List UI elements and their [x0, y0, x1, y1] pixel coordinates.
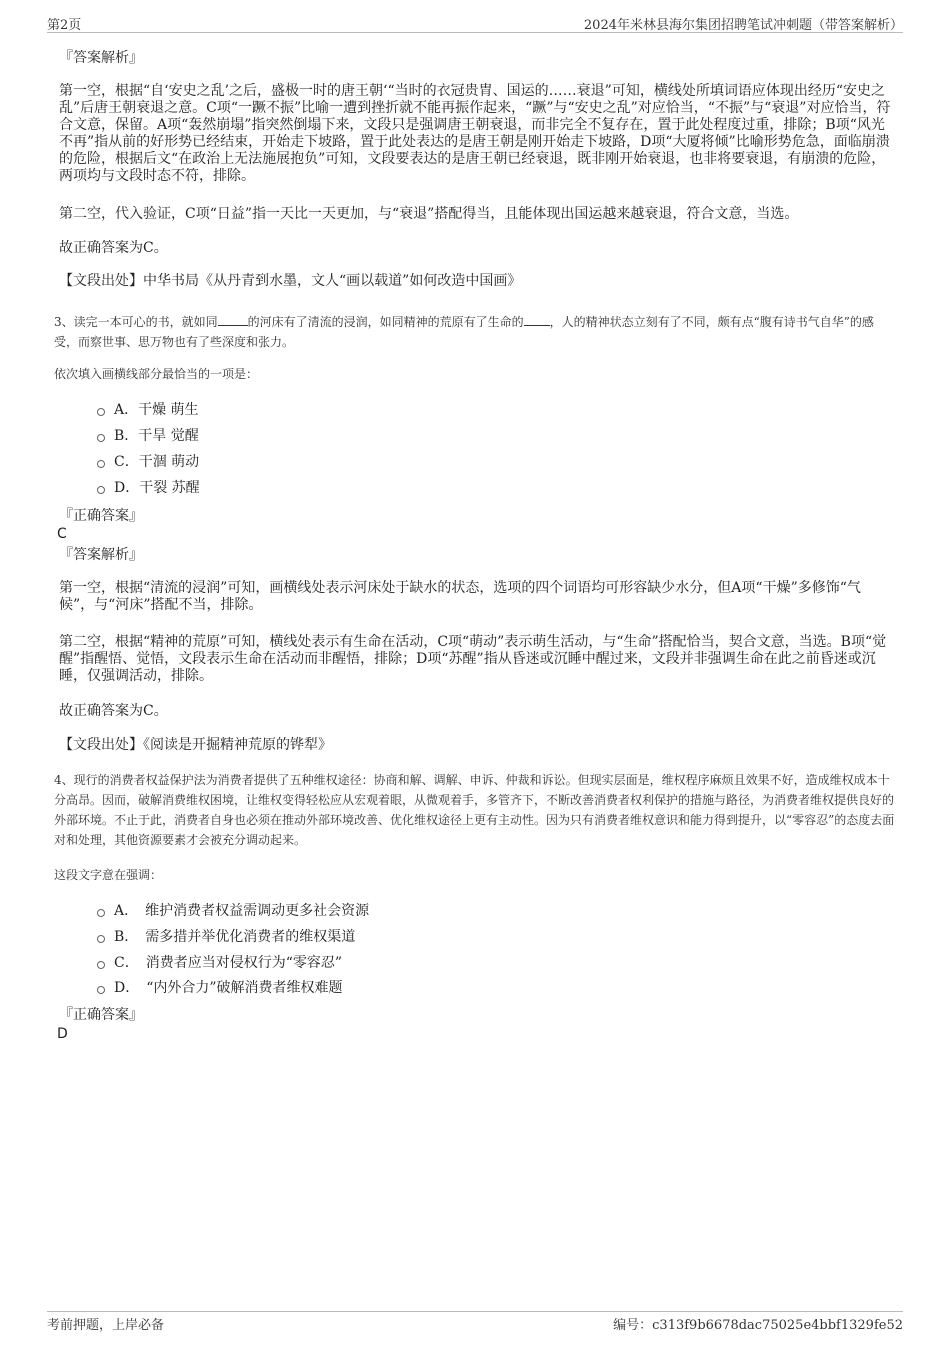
- radio-icon[interactable]: [97, 961, 105, 969]
- q3-stem-part3: ，人的精神状态立刻有了不同，颇有点“腹有诗书气自华”的感受，而察世事、思万物也有了些深度和张力。: [54, 315, 874, 349]
- q3-blank-2: [524, 314, 550, 326]
- page-header: [47, 14, 903, 32]
- radio-icon[interactable]: [97, 486, 105, 494]
- q3-answer: C: [57, 526, 67, 542]
- q2-source: 【文段出处】中华书局《从丹青到水墨，文人“画以载道”如何改造中国画》: [59, 273, 522, 289]
- q3-option-d[interactable]: D．干裂 苏醒: [97, 479, 200, 497]
- q3-prompt: 依次填入画横线部分最恰当的一项是：: [54, 367, 259, 381]
- q4-option-b[interactable]: B． 需多措并举优化消费者的维权渠道: [97, 928, 355, 946]
- q4-answer-label: 『正确答案』: [59, 1007, 143, 1023]
- q3-conclusion: 故正确答案为C。: [59, 703, 168, 719]
- footer-divider: [47, 1311, 903, 1312]
- q4-option-d[interactable]: D． “内外合力”破解消费者维权难题: [97, 979, 343, 997]
- radio-icon[interactable]: [97, 909, 105, 917]
- document-title: 2024年米林县海尔集团招聘笔试冲刺题（带答案解析）: [583, 18, 903, 33]
- q3-source: 【文段出处】《阅读是开掘精神荒原的铧犁》: [59, 737, 332, 753]
- q2-conclusion: 故正确答案为C。: [59, 240, 168, 256]
- q2-analysis-para2: 第二空，代入验证，C项“日益”指一天比一天更加，与“衰退”搭配得当，且能体现出国运越来越衰退，符合文意，当选。: [59, 206, 799, 222]
- radio-icon[interactable]: [97, 408, 105, 416]
- q3-option-b[interactable]: B．干旱 觉醒: [97, 427, 199, 445]
- q3-analysis-para1: 第一空，根据“清流的浸润”可知，画横线处表示河床处于缺水的状态，选项的四个词语均可形容缺少水分，但A项“干燥”多修饰“气候”，与“河床”搭配不当，排除。: [59, 580, 861, 613]
- q3-option-c[interactable]: C．干涸 萌动: [97, 453, 199, 471]
- q2-analysis-para1: 第一空，根据“自‘安史之乱’之后，盛极一时的唐王朝‘“当时的衣冠贵胄、国运的……衰退”可知，横线处所填词语应体现出经历“安史之乱”后唐王朝衰退之意。C项“一蹶不振”比喻一遭到挫折就不能再振作起来，“蹶”与“安史之乱”对应恰当，“不振”与“衰退”对应恰当，符合文意，保留。A项“轰然崩塌”指突然倒塌下来，文段只是强调唐王朝衰退，而非完全不复存在，置于此处程度过重，排除；B项“风光不再”指从前的好形势已经结束，开始走下坡路，置于此处表达的是唐王朝是刚开始走下坡路，D项“大厦将倾”比喻形势危急，面临崩溃的危险，根据后文“在政治上无法施展抱负”可知，文段要表达的是唐王朝已经衰退，既非刚开始衰退，也非将要衰退，有崩溃的危险，两项均与文段时态不符，排除。: [59, 83, 891, 184]
- q3-stem-part1: 3、读完一本可心的书，就如同: [54, 315, 218, 329]
- q3-stem: [54, 312, 896, 352]
- q2-analysis-label: 『答案解析』: [59, 50, 143, 66]
- page-number: 第2页: [47, 18, 82, 33]
- radio-icon[interactable]: [97, 434, 105, 442]
- q4-option-a[interactable]: A． 维护消费者权益需调动更多社会资源: [97, 902, 369, 920]
- q4-option-c[interactable]: C． 消费者应当对侵权行为“零容忍”: [97, 954, 342, 972]
- q3-stem-part2: 的河床有了清流的浸润，如同精神的荒原有了生命的: [247, 315, 524, 329]
- q4-stem: 4、现行的消费者权益保护法为消费者提供了五种维权途径：协商和解、调解、申诉、仲裁和诉讼。但现实层面是，维权程序麻烦且效果不好，造成维权成本十分高昂。因而，破解消费维权困境，让维权变得轻松应从宏观着眼，从微观着手，多管齐下，不断改善消费者权利保护的措施与路径，为消费者维权提供良好的外部环境。不止于此，消费者自身也必须在推动外部环境改善、优化维权途径上更有主动性。因为只有消费者维权意识和能力得到提升，以“零容忍”的态度去面对和处理，其他资源要素才会被充分调动起来。: [54, 773, 895, 847]
- header-divider: [47, 32, 903, 33]
- q3-blank-1: [218, 314, 248, 326]
- q3-analysis-label: 『答案解析』: [59, 547, 143, 563]
- radio-icon[interactable]: [97, 986, 105, 994]
- q3-answer-label: 『正确答案』: [59, 508, 143, 524]
- footer-slogan: 考前押题，上岸必备: [47, 1318, 165, 1333]
- q4-answer: D: [57, 1026, 68, 1042]
- q3-option-a[interactable]: A．干燥 萌生: [97, 401, 199, 419]
- document-code: 编号：c313f9b6678dac75025e4bbf1329fe52: [613, 1318, 903, 1333]
- radio-icon[interactable]: [97, 460, 105, 468]
- radio-icon[interactable]: [97, 935, 105, 943]
- q4-prompt: 这段文字意在强调：: [54, 868, 163, 882]
- q3-analysis-para2: 第二空，根据“精神的荒原”可知，横线处表示有生命在活动，C项“萌动”表示萌生活动，与“生命”搭配恰当，契合文意，当选。B项“觉醒”指醒悟、觉悟，文段表示生命在活动而非醒悟，排除；D项“苏醒”指从昏迷或沉睡中醒过来，文段并非强调生命在此之前昏迷或沉睡，仅强调活动，排除。: [59, 634, 887, 684]
